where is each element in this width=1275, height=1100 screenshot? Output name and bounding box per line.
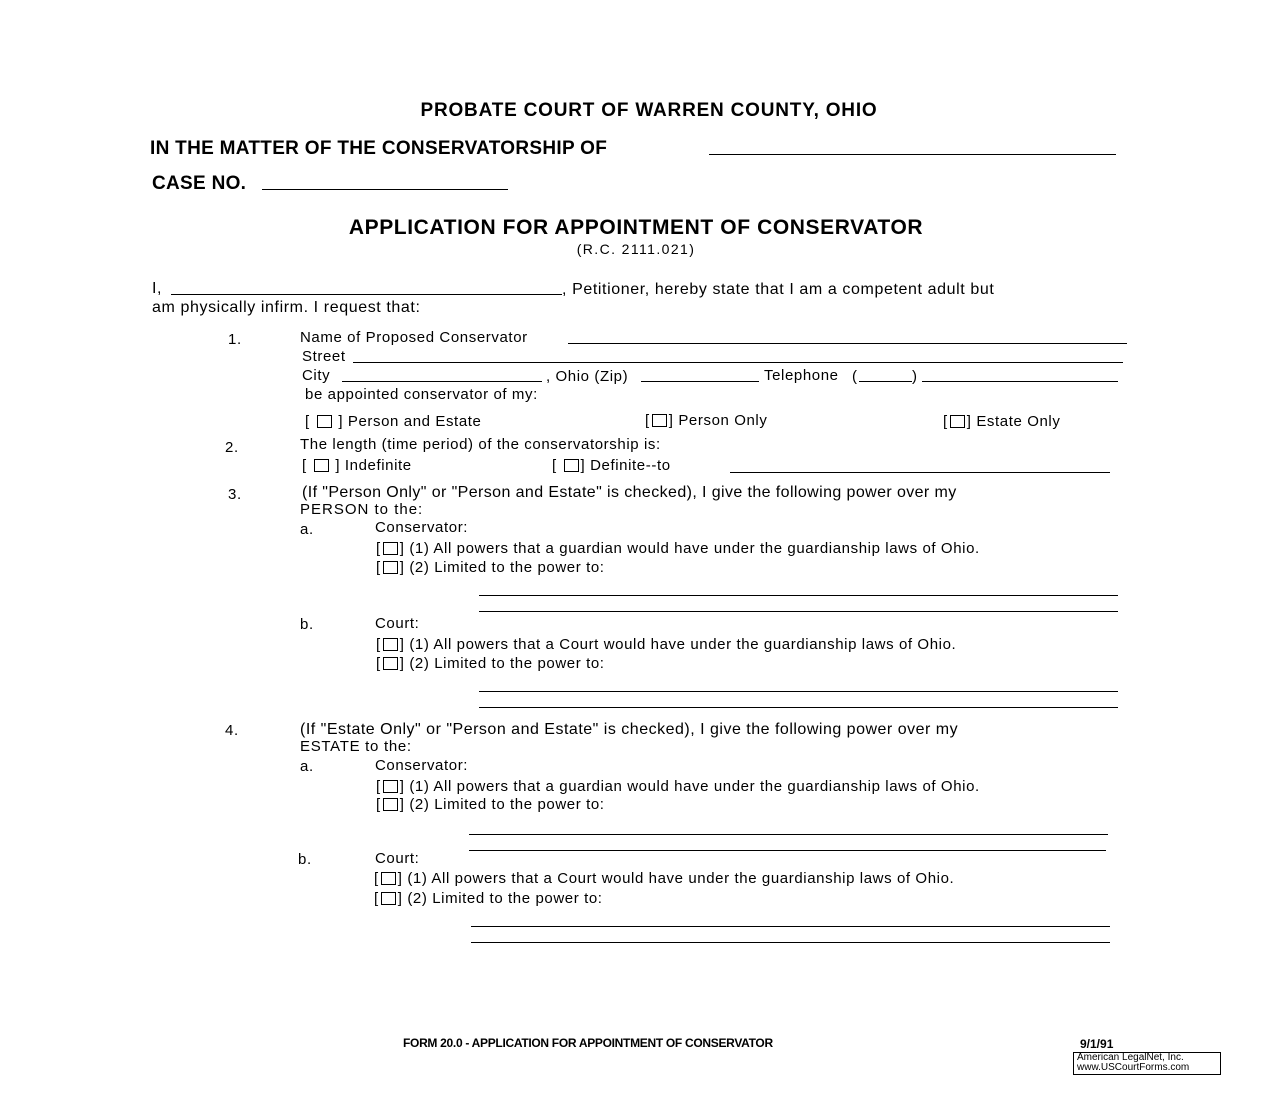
petitioner-name-field[interactable] (171, 294, 562, 295)
item-3a-label: Conservator: (375, 519, 469, 536)
item-4b-option1[interactable]: [ ] (1) All powers that a Court would have under the guardianship laws of Ohio. (374, 870, 955, 887)
item-4a-option1[interactable]: [ ] (1) All powers that a guardian would have under the guardianship laws of Ohio. (376, 778, 980, 795)
option-definite[interactable]: [ ] Definite--to (552, 457, 671, 474)
checkbox-definite[interactable] (564, 459, 579, 472)
item-3a-option1[interactable]: [ ] (1) All powers that a guardian would have under the guardianship laws of Ohio. (376, 540, 980, 557)
court-title: PROBATE COURT OF WARREN COUNTY, OHIO (420, 100, 878, 121)
option-person-only[interactable]: [ ] Person Only (645, 412, 768, 429)
case-number-label: CASE NO. (152, 173, 247, 194)
item-3a-limited-line-2[interactable] (479, 611, 1118, 612)
item-2-number: 2. (225, 439, 239, 456)
statute-reference: (R.C. 2111.021) (576, 241, 696, 257)
item-1-number: 1. (228, 331, 242, 348)
city-label: City (302, 367, 331, 384)
item-4b-limited-line-2[interactable] (471, 942, 1110, 943)
checkbox-3a-limited[interactable] (383, 561, 398, 574)
conservatee-name-field[interactable] (709, 154, 1116, 155)
publisher-name: American LegalNet, Inc. (1077, 1052, 1184, 1063)
item-3b-option2[interactable]: [ ] (2) Limited to the power to: (376, 655, 605, 672)
appointed-text: be appointed conservator of my: (305, 386, 538, 403)
item-3b-letter: b. (300, 616, 314, 633)
conservator-name-label: Name of Proposed Conservator (300, 329, 528, 346)
conservator-name-field[interactable] (568, 343, 1127, 344)
definite-date-field[interactable] (730, 472, 1110, 473)
item-3-number: 3. (228, 486, 242, 503)
item-4a-limited-line-1[interactable] (469, 834, 1108, 835)
checkbox-4a-all-powers[interactable] (383, 780, 398, 793)
item-4a-letter: a. (300, 758, 314, 775)
intro-continuation: am physically infirm. I request that: (152, 299, 421, 316)
item-3b-option1[interactable]: [ ] (1) All powers that a Court would have under the guardianship laws of Ohio. (376, 636, 957, 653)
item-4a-option2[interactable]: [ ] (2) Limited to the power to: (376, 796, 605, 813)
item-4-line2: ESTATE to the: (300, 738, 412, 755)
checkbox-estate-only[interactable] (950, 415, 965, 428)
item-4-line1: (If "Estate Only" or "Person and Estate" is checked), I give the following power over my (300, 721, 959, 738)
option-indefinite[interactable]: [ ] Indefinite (302, 457, 412, 474)
checkbox-person-and-estate[interactable] (317, 415, 332, 428)
intro-petitioner-text: , Petitioner, hereby state that I am a competent adult but (562, 281, 995, 298)
item-3-line2: PERSON to the: (300, 501, 424, 518)
option-person-and-estate[interactable]: [ ] Person and Estate (305, 413, 482, 430)
ohio-zip-label: , Ohio (Zip) (546, 368, 629, 385)
publisher-website[interactable]: www.USCourtForms.com (1077, 1062, 1190, 1073)
length-text: The length (time period) of the conservatorship is: (300, 436, 661, 453)
case-number-field[interactable] (262, 189, 508, 190)
checkbox-3b-limited[interactable] (383, 657, 398, 670)
checkbox-person-only[interactable] (652, 414, 667, 427)
item-4a-limited-line-2[interactable] (469, 850, 1106, 851)
intro-i-label: I, (152, 280, 163, 297)
item-3-line1: (If "Person Only" or "Person and Estate" is checked), I give the following power over my (302, 484, 957, 501)
area-code-close: ) (912, 368, 918, 385)
item-3a-letter: a. (300, 521, 314, 538)
footer-date: 9/1/91 (1080, 1037, 1114, 1051)
checkbox-3a-all-powers[interactable] (383, 542, 398, 555)
form-title: APPLICATION FOR APPOINTMENT OF CONSERVATOR (348, 216, 924, 239)
zip-field[interactable] (641, 381, 759, 382)
street-label: Street (302, 348, 346, 365)
area-code-open: ( (852, 368, 858, 385)
item-4b-letter: b. (298, 851, 312, 868)
matter-label: IN THE MATTER OF THE CONSERVATORSHIP OF (150, 138, 608, 159)
item-4a-label: Conservator: (375, 757, 469, 774)
publisher-badge (1073, 1052, 1221, 1075)
footer-form-title: FORM 20.0 - APPLICATION FOR APPOINTMENT OF CONSERVATOR (403, 1036, 773, 1050)
item-3a-option2[interactable]: [ ] (2) Limited to the power to: (376, 559, 605, 576)
item-3b-label: Court: (375, 615, 420, 632)
checkbox-indefinite[interactable] (314, 459, 329, 472)
item-4-number: 4. (225, 722, 239, 739)
area-code-field[interactable] (859, 381, 912, 382)
checkbox-3b-all-powers[interactable] (383, 638, 398, 651)
item-4b-limited-line-1[interactable] (471, 926, 1110, 927)
item-4b-label: Court: (375, 850, 420, 867)
telephone-label: Telephone (764, 367, 839, 384)
item-3a-limited-line-1[interactable] (479, 595, 1118, 596)
item-3b-limited-line-1[interactable] (479, 691, 1118, 692)
item-3b-limited-line-2[interactable] (479, 707, 1118, 708)
telephone-field[interactable] (922, 381, 1118, 382)
item-4b-option2[interactable]: [ ] (2) Limited to the power to: (374, 890, 603, 907)
city-field[interactable] (342, 381, 542, 382)
checkbox-4b-all-powers[interactable] (381, 872, 396, 885)
street-field[interactable] (353, 362, 1123, 363)
checkbox-4b-limited[interactable] (381, 892, 396, 905)
option-estate-only[interactable]: [ ] Estate Only (943, 413, 1061, 430)
checkbox-4a-limited[interactable] (383, 798, 398, 811)
